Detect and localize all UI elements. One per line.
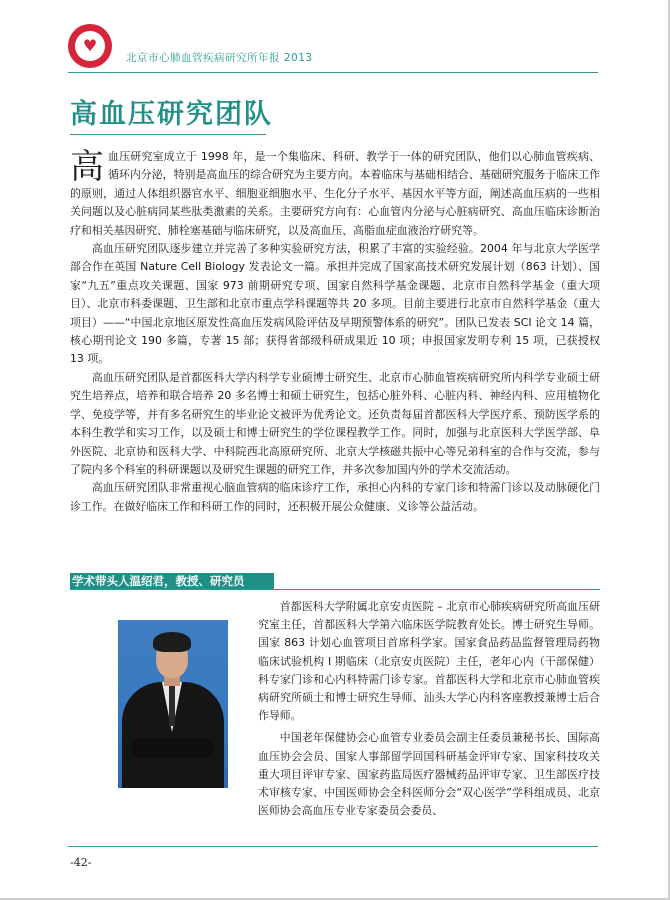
title-divider: [70, 134, 266, 135]
page-number: -42-: [70, 856, 92, 869]
institute-seal-icon: [68, 24, 112, 68]
bio-paragraph-1: 首都医科大学附属北京安贞医院 – 北京市心肺疾病研究所高血压研究室主任，首都医科大学第六临床医学院教育处长。博士研究生导师。国家 863 计划心血管项目首席科学家。国家食品药品监督管理局药物临床试验机构 I 期临床（北京安贞医院）主任，老年心内（干部保健）科专家门诊和心内科特需门诊专家。首都医科大学和北京市心肺血管疾病研究所硕士和博士研究生导师、汕头大学心内科客座教授兼博士后合作导师。: [258, 600, 600, 723]
intro-paragraph-2: 高血压研究团队逐步建立并完善了多种实验研究方法，积累了丰富的实验经验。2004 年与北京大学医学部合作在英国 Nature Cell Biology 发表论文一篇。承担并完成了国家高技术研究发展计划（863 计划）、国家“九五”重点攻关课题、国家 973 前期研究专项、国家自然科学基金课题、北京市自然科学基金（重大项目）、北京市科委课题、卫生部和北京市重点学科课题等共 20 多项。目前主要进行北京市自然科学基金（重大项目）——“中国北京地区原发性高血压发病风险评估及早期预警体系的研究”。团队已发表 SCI 论文 14 篇，核心期刊论文 190 多篇，专著 15 部；获得省部级科研成果近 10 项；申报国家发明专利 15 项，已获授权 13 项。: [70, 242, 600, 366]
intro-section: [70, 148, 600, 516]
leader-bio: [258, 598, 600, 824]
bio-paragraph-2: 中国老年保健协会心血管专业委员会副主任委员兼秘书长、国际高血压协会会员、国家人事部留学回国科研基金评审专家、国家科技攻关重大项目评审专家、国家药监局医疗器械药品评审专家、卫生部医疗技术审核专家、中国医师协会全科医师分会“双心医学”学科组成员、北京医师协会高血压专业专家委员会委员、: [258, 731, 600, 818]
page-title: 高血压研究团队: [70, 99, 273, 130]
leader-heading: 学术带头人温绍君，教授、研究员: [70, 573, 274, 590]
photo-tie: [169, 686, 175, 726]
dropcap: 高: [70, 147, 104, 187]
heart-icon: ♥: [82, 36, 98, 55]
portrait-photo: [118, 620, 228, 788]
header-divider: [68, 72, 598, 73]
header-title: 北京市心肺血管疾病研究所年报 2013: [126, 52, 313, 64]
footer-divider: [68, 846, 598, 847]
intro-paragraph-1: [70, 148, 600, 240]
photo-arms: [132, 738, 214, 758]
intro-paragraph-1-text: 血压研究室成立于 1998 年，是一个集临床、科研、教学于一体的研究团队，他们以心肺血管疾病、循环内分泌，特别是高血压的综合研究为主要方向。本着临床与基础相结合、基础研究服务于临床工作的原则，通过人体组织器官水平、细胞亚细胞水平、生化分子水平、基因水平等方面，阐述高血压病的一些相关问题以及心脏病同某些肽类激素的关系。主要研究方向有：心血管内分泌与心脏病研究、高血压临床诊断治疗和相关基因研究、肺栓塞基础与临床研究，以及高血压、高脂血症血液治疗研究等。: [70, 150, 600, 237]
photo-hair: [153, 632, 191, 652]
seal-inner: [73, 29, 107, 63]
intro-paragraph-3: 高血压研究团队是首都医科大学内科学专业硕博士研究生、北京市心肺血管疾病研究所内科学专业硕士研究生培养点，培养和联合培养 20 多名博士和硕士研究生，包括心脏外科、心脏内科、神经内科、应用植物化学、免疫学等，并有多名研究生的毕业论文被评为优秀论文。还负责每届首都医科大学医疗系、预防医学系的本科生教学和实习工作，以及硕士和博士研究生的学位课程教学工作。同时，加强与北京医科大学医学部、阜外医院、北京协和医科大学、中科院西北高原研究所、北京大学核磁共振中心等兄弟科室的合作与交流，参与了院内多个科室的科研课题以及研究生课题的研究工作，并多次参加国内外的学术交流活动。: [70, 370, 600, 476]
page-header: [0, 0, 670, 80]
intro-paragraph-4: 高血压研究团队非常重视心脑血管病的临床诊疗工作，承担心内科的专家门诊和特需门诊以及动脉硬化门诊工作。在做好临床工作和科研工作的同时，还积极开展公众健康、义诊等公益活动。: [70, 481, 600, 513]
leader-divider: [70, 589, 600, 590]
